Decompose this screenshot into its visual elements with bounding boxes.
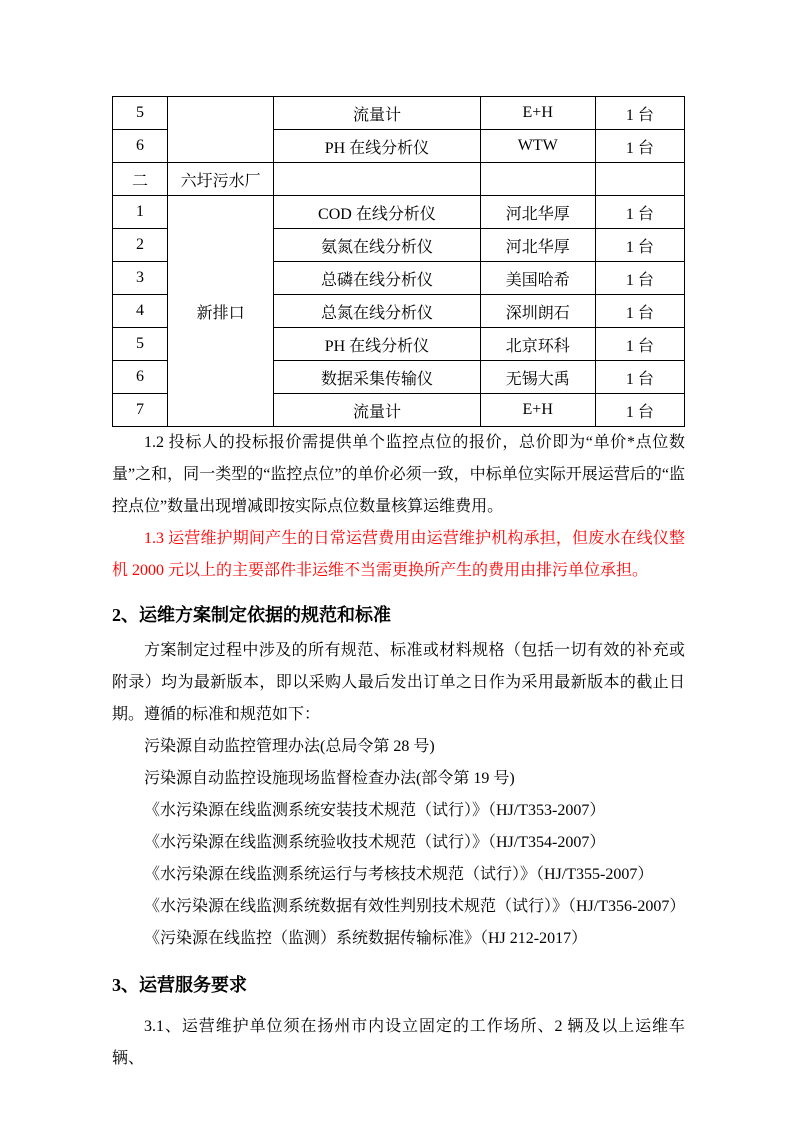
- cell-brand: 北京环科: [480, 328, 595, 361]
- cell-qty: 1 台: [595, 229, 684, 262]
- cell-device: PH 在线分析仪: [274, 328, 480, 361]
- cell-no: 2: [113, 229, 168, 262]
- cell-no: 5: [113, 328, 168, 361]
- cell-no: 6: [113, 130, 168, 163]
- paragraph-1-3: 1.3 运营维护期间产生的日常运营费用由运营维护机构承担，但废水在线仪整机 2000 元以上的主要部件非运维不当需更换所产生的费用由排污单位承担。: [112, 530, 685, 579]
- cell-device: [274, 163, 480, 196]
- cell-no: 二: [113, 163, 168, 196]
- cell-location: 新排口: [168, 196, 274, 427]
- standard-item: 《水污染源在线监测系统数据有效性判别技术规范（试行）》（HJ/T356-2007）: [144, 898, 686, 915]
- cell-brand: 深圳朗石: [480, 295, 595, 328]
- cell-brand: WTW: [480, 130, 595, 163]
- cell-device: 流量计: [274, 97, 480, 130]
- cell-brand: E+H: [480, 394, 595, 427]
- heading-section-3: 3、运营服务要求: [112, 975, 247, 995]
- standard-item: 污染源自动监控设施现场监督检查办法(部令第 19 号): [144, 770, 515, 787]
- cell-qty: 1 台: [595, 328, 684, 361]
- cell-location: [168, 97, 274, 163]
- cell-device: 总磷在线分析仪: [274, 262, 480, 295]
- cell-qty: 1 台: [595, 130, 684, 163]
- standard-item: 污染源自动监控管理办法(总局令第 28 号): [144, 738, 435, 755]
- cell-brand: [480, 163, 595, 196]
- cell-brand: 河北华厚: [480, 229, 595, 262]
- standard-item: 《水污染源在线监测系统安装技术规范（试行）》（HJ/T353-2007）: [144, 802, 606, 819]
- standards-intro: 方案制定过程中涉及的所有规范、标准或材料规格（包括一切有效的补充或附录）均为最新版本，即以采购人最后发出订单之日作为采用最新版本的截止日期。遵循的标准和规范如下：: [112, 642, 685, 723]
- table-row: [113, 196, 685, 229]
- cell-no: 4: [113, 295, 168, 328]
- standard-item: 《水污染源在线监测系统验收技术规范（试行）》（HJ/T354-2007）: [144, 834, 606, 851]
- cell-device: 数据采集传输仪: [274, 361, 480, 394]
- cell-qty: 1 台: [595, 97, 684, 130]
- cell-device: 总氮在线分析仪: [274, 295, 480, 328]
- cell-no: 1: [113, 196, 168, 229]
- heading-section-2: 2、运维方案制定依据的规范和标准: [112, 605, 391, 625]
- cell-qty: 1 台: [595, 295, 684, 328]
- cell-location: 六圩污水厂: [168, 163, 274, 196]
- equipment-table: [112, 96, 685, 427]
- cell-brand: 河北华厚: [480, 196, 595, 229]
- cell-qty: 1 台: [595, 196, 684, 229]
- cell-qty: 1 台: [595, 394, 684, 427]
- cell-brand: 美国哈希: [480, 262, 595, 295]
- standard-item: 《水污染源在线监测系统运行与考核技术规范（试行）》（HJ/T355-2007）: [144, 866, 654, 883]
- cell-qty: 1 台: [595, 262, 684, 295]
- cell-no: 7: [113, 394, 168, 427]
- cell-qty: 1 台: [595, 361, 684, 394]
- cell-qty: [595, 163, 684, 196]
- cell-no: 5: [113, 97, 168, 130]
- table-row: [113, 97, 685, 130]
- cell-device: PH 在线分析仪: [274, 130, 480, 163]
- paragraph-1-2: 1.2 投标人的投标报价需提供单个监控点位的报价，总价即为“单价*点位数量”之和，同一类型的“监控点位”的单价必须一致，中标单位实际开展运营后的“监控点位”数量出现增减即按实际点位数量核算运维费用。: [112, 434, 685, 515]
- cell-device: 氨氮在线分析仪: [274, 229, 480, 262]
- standard-item: 《污染源在线监控（监测）系统数据传输标准》（HJ 212-2017）: [144, 930, 588, 947]
- cell-device: 流量计: [274, 394, 480, 427]
- cell-no: 3: [113, 262, 168, 295]
- cell-no: 6: [113, 361, 168, 394]
- cell-brand: E+H: [480, 97, 595, 130]
- cell-brand: 无锡大禹: [480, 361, 595, 394]
- paragraph-3-1: 3.1、运营维护单位须在扬州市内设立固定的工作场所、2 辆及以上运维车辆、: [112, 1018, 685, 1067]
- cell-device: COD 在线分析仪: [274, 196, 480, 229]
- table-row: [113, 163, 685, 196]
